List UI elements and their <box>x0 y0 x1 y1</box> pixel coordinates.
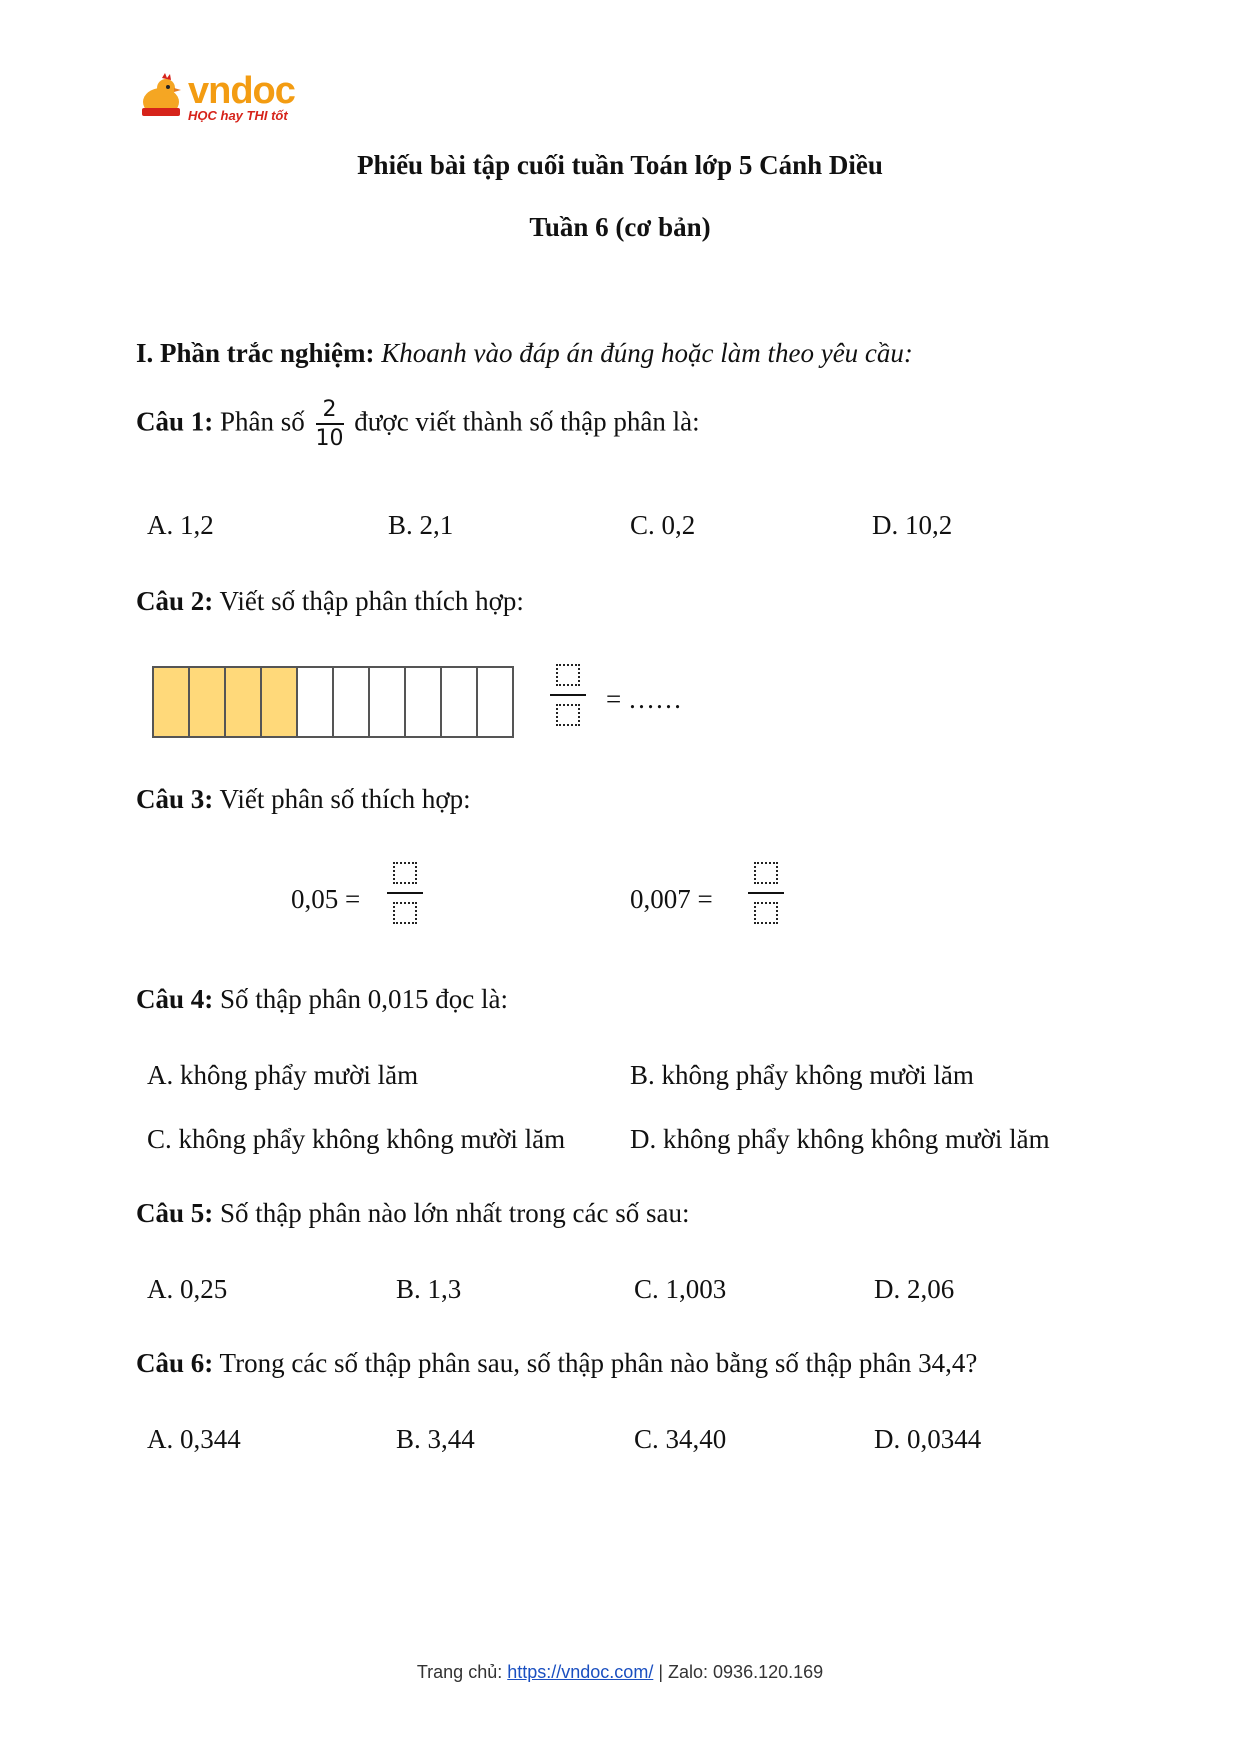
question-text: Số thập phân 0,015 đọc là: <box>220 984 508 1014</box>
decimal-expression: 0,007 = <box>630 884 713 914</box>
footer-prefix: Trang chủ: <box>416 1662 503 1682</box>
question-label: Câu 5: <box>136 1198 214 1228</box>
question-label: Câu 2: <box>136 586 214 616</box>
homepage-link[interactable]: https://vndoc.com/ <box>507 1662 654 1682</box>
question-text: Trong các số thập phân sau, số thập phân nào bằng số thập phân 34,4? <box>219 1348 978 1378</box>
bar-cell-empty <box>442 668 478 736</box>
option-a[interactable]: A. 0,344 <box>147 1424 241 1454</box>
question-text: Phân số <box>220 406 305 437</box>
question-text: Viết số thập phân thích hợp: <box>219 586 524 616</box>
bar-cell-empty <box>334 668 370 736</box>
option-b[interactable]: B. 1,3 <box>396 1274 462 1304</box>
question-5 <box>136 1198 689 1229</box>
logo-tagline: HỌC hay THI tốt <box>188 108 288 123</box>
answer-blank[interactable]: = …… <box>606 684 682 714</box>
bar-cell-empty <box>298 668 334 736</box>
question-6 <box>136 1348 977 1379</box>
fraction-numerator: 2 <box>316 398 344 425</box>
option-a[interactable]: A. không phẩy mười lăm <box>147 1060 419 1090</box>
option-c[interactable]: C. 0,2 <box>630 510 696 540</box>
rooster-mascot-icon <box>136 72 186 122</box>
option-d[interactable]: D. không phẩy không không mười lăm <box>630 1124 1050 1154</box>
option-a[interactable]: A. 0,25 <box>147 1274 228 1304</box>
blank-fraction[interactable] <box>550 664 586 726</box>
question-4 <box>136 984 508 1015</box>
option-c[interactable]: C. không phẩy không không mười lăm <box>147 1124 566 1154</box>
blank-numerator-box[interactable] <box>393 862 417 884</box>
question-label: Câu 6: <box>136 1348 214 1378</box>
vndoc-logo <box>136 70 316 130</box>
page-footer <box>0 1662 1240 1683</box>
option-c[interactable]: C. 1,003 <box>634 1274 727 1304</box>
bar-cell-empty <box>406 668 442 736</box>
blank-fraction[interactable] <box>748 862 784 924</box>
option-a[interactable]: A. 1,2 <box>147 510 214 540</box>
question-text: Viết phân số thích hợp: <box>219 784 471 814</box>
option-b[interactable]: B. không phẩy không mười lăm <box>630 1060 974 1090</box>
question-2 <box>136 586 524 617</box>
bar-cell-filled <box>262 668 298 736</box>
section-heading <box>136 338 913 369</box>
question-3 <box>136 784 471 815</box>
page-title: Phiếu bài tập cuối tuần Toán lớp 5 Cánh Diều <box>357 150 883 180</box>
fraction <box>316 398 344 450</box>
blank-numerator-box[interactable] <box>556 664 580 686</box>
section-label: I. Phần trắc nghiệm: <box>136 338 375 368</box>
option-d[interactable]: D. 2,06 <box>874 1274 955 1304</box>
footer-contact: | Zalo: 0936.120.169 <box>658 1662 824 1682</box>
logo-wordmark: vndoc <box>188 70 295 112</box>
question-text: được viết thành số thập phân là: <box>354 406 700 437</box>
decimal-expression: 0,05 = <box>291 884 361 914</box>
option-d[interactable]: D. 0,0344 <box>874 1424 982 1454</box>
option-d[interactable]: D. 10,2 <box>872 510 953 540</box>
bar-cell-filled <box>190 668 226 736</box>
fraction-denominator: 10 <box>315 426 344 452</box>
bar-cell-filled <box>226 668 262 736</box>
section-instruction: Khoanh vào đáp án đúng hoặc làm theo yêu cầu: <box>381 338 913 368</box>
question-label: Câu 4: <box>136 984 214 1014</box>
question-label: Câu 3: <box>136 784 214 814</box>
blank-denominator-box[interactable] <box>754 902 778 924</box>
fraction-bar <box>152 666 514 738</box>
bar-cell-empty <box>478 668 512 736</box>
blank-denominator-box[interactable] <box>556 704 580 726</box>
blank-denominator-box[interactable] <box>393 902 417 924</box>
question-text: Số thập phân nào lớn nhất trong các số sau: <box>220 1198 690 1228</box>
bar-cell-empty <box>370 668 406 736</box>
option-b[interactable]: B. 2,1 <box>388 510 454 540</box>
blank-numerator-box[interactable] <box>754 862 778 884</box>
option-b[interactable]: B. 3,44 <box>396 1424 475 1454</box>
question-1 <box>136 398 700 450</box>
bar-cell-filled <box>154 668 190 736</box>
page-subtitle: Tuần 6 (cơ bản) <box>529 212 711 242</box>
question-label: Câu 1: <box>136 406 214 437</box>
option-c[interactable]: C. 34,40 <box>634 1424 727 1454</box>
blank-fraction[interactable] <box>387 862 423 924</box>
